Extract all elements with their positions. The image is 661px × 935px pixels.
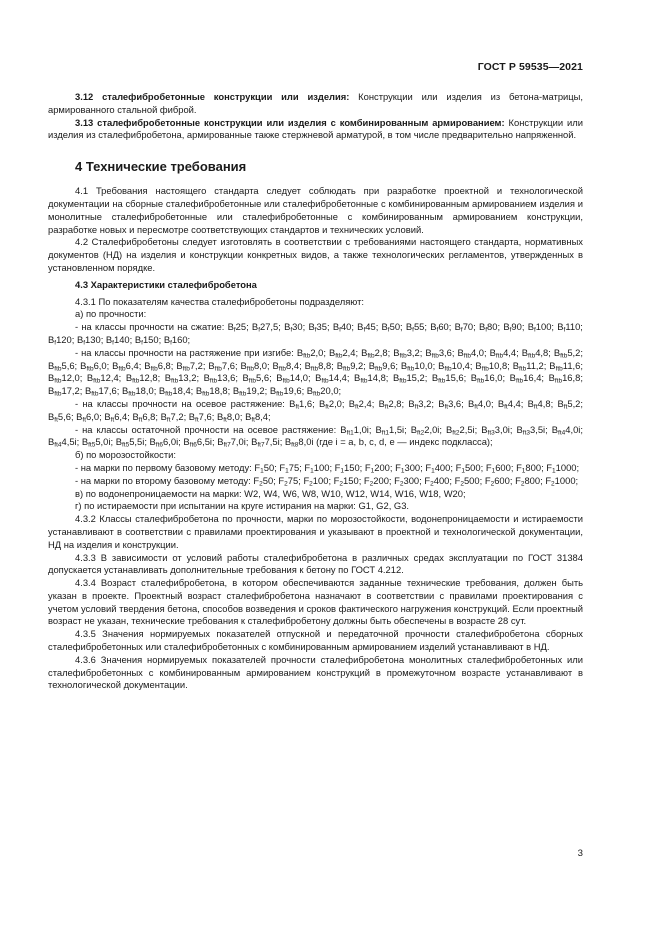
- compression-class: $B_f50$;: [381, 321, 406, 334]
- bending-class: $B_{ftb}16,8$;: [548, 372, 583, 385]
- frost2-grade: $F_275$;: [278, 474, 304, 488]
- compression-classes: [48, 321, 583, 347]
- axial-class: $B_{ft}7,2$;: [160, 410, 189, 424]
- bending-class: $B_{ftb}2,4$;: [328, 346, 362, 360]
- compression-class: $B_f40$;: [332, 321, 358, 334]
- term-3-13: 3.13 сталефибробетонные конструкции или изделия с комбинированным армированием:: [75, 116, 505, 128]
- frost1-grade: $F_1300$;: [395, 461, 426, 475]
- definition-3-13: [48, 117, 583, 143]
- axial-class: $B_{ft}4,4$;: [497, 397, 528, 411]
- paragraph-4-3-3: 4.3.3 В зависимости от условий работы сталефибробетона в различных средах эксплуатации по ГОСТ 31384 допускается устанавливать дополнительные требования к бетону по ГОСТ 4.212.: [48, 551, 583, 576]
- compression-class: $B_f35$;: [308, 321, 333, 334]
- axial-class: $B_{ft}6,8$;: [132, 410, 161, 424]
- bending-label: - на классы прочности на растяжение при изгибе:: [75, 346, 294, 358]
- paragraph-4-3-5: 4.3.5 Значения нормируемых показателей отпускной и передаточной прочности сталефибробетона сборных сталефибробетонных или сталефибробетонных с комбинированным армированием изделий устанавливают в НД.: [48, 628, 583, 653]
- bending-class: $B_{ftb}13,2$;: [164, 372, 204, 385]
- compression-class: $B_f140$;: [105, 333, 135, 347]
- bending-class: $B_{ftb}5,6$;: [48, 359, 81, 373]
- bending-class: $B_{ftb}8,4$;: [272, 359, 305, 373]
- compression-class: $B_f55$;: [405, 321, 431, 334]
- bending-class: $B_{ftb}18,4$;: [158, 385, 196, 398]
- compression-class: $B_f27,5$;: [251, 321, 285, 334]
- compression-class: $B_f90$;: [503, 321, 528, 334]
- compression-class: $B_f150$;: [134, 333, 164, 347]
- bending-class: $B_{ftb}10,0$;: [400, 359, 439, 373]
- bending-class: $B_{ftb}18,8$;: [195, 385, 233, 398]
- residual-class: $B_{ft2}2,5i$;: [446, 423, 482, 437]
- axial-class: $B_{ft}4,0$;: [468, 397, 498, 411]
- document-body: [48, 91, 583, 692]
- bending-class: $B_{ftb}14,4$;: [315, 372, 355, 385]
- paragraph-4-3-2: 4.3.2 Классы сталефибробетона по прочности, марки по морозостойкости, водонепроницаемости и истираемости устанавливают в соответствии с правилами проектирования и указывают в проектной и технологической документации, НД на изделия и конструкции.: [48, 513, 583, 550]
- frost2-label: - на марки по второму базовому методу:: [75, 474, 251, 486]
- bending-class: $B_{ftb}2,8$;: [361, 346, 394, 360]
- item-d: г) по истираемости при испытании на круге истирания на марки: G1, G2, G3.: [75, 500, 410, 512]
- residual-class: $B_{ft5}5,5i$;: [115, 436, 150, 449]
- bending-class: $B_{ftb}11,2$;: [512, 359, 550, 373]
- residual-note: (где i = a, b, c, d, e — индекс подкласса);: [313, 436, 493, 448]
- compression-class: $B_f160$;: [163, 333, 191, 347]
- bending-class: $B_{ftb}12,0$;: [48, 372, 87, 385]
- section-title: 4 Технические требования: [75, 159, 247, 175]
- compression-class: $B_f25$;: [227, 321, 252, 334]
- paragraph-4-1: 4.1 Требования настоящего стандарта следует соблюдать при разработке проектной и технологической документации на сборные сталефибробетонные или сталефибробетонные с комбинированным армированием изделия и монолитные сталефибробетонные или сталефибробетонные с комбинированным армированием конструкции, разработке новых и пересмотре соответствующих стандартов и технических условий.: [48, 185, 583, 235]
- term-3-12: 3.12 сталефибробетонные конструкции или изделия:: [75, 91, 350, 102]
- residual-class: $B_{ft7}7,5i$;: [251, 436, 285, 449]
- definition-3-12: [48, 91, 583, 117]
- residual-class: $B_{ft1}1,0i$;: [340, 423, 376, 437]
- bending-class: $B_{ftb}4,8$;: [521, 346, 554, 360]
- bending-class: $B_{ftb}17,6$;: [84, 385, 122, 398]
- axial-class: $B_{ft}7,6$;: [188, 410, 217, 424]
- axial-class: $B_{ft}6,0$;: [76, 410, 105, 424]
- frost2-grade: $F_2300$;: [394, 474, 425, 488]
- frost1-grade: $F_1200$;: [364, 461, 396, 475]
- bending-class: $B_{ftb}19,2$;: [232, 385, 270, 398]
- axial-class: $B_{ft}3,2$;: [408, 397, 439, 411]
- paragraph-4-3-4: 4.3.4 Возраст сталефибробетона, в котором обеспечиваются заданные технические требования, должен быть указан в проекте. Проектный возраст сталефибробетона назначают в соответствии с правилами проектирования с учетом условий твердения бетона, способов возведения и сроков фактического нагружения конструкций. Если проектный возраст не указан, технические требования к сталефибробетону должны быть обеспечены в возрасте 28 сут.: [48, 577, 583, 627]
- bending-class: $B_{ftb}6,4$;: [112, 359, 145, 373]
- bending-class: $B_{ftb}13,6$;: [203, 372, 243, 385]
- compression-class: $B_f45$;: [357, 321, 382, 334]
- frost1-grade: $F_11000$;: [546, 461, 580, 475]
- bending-class: $B_{ftb}12,4$;: [86, 372, 126, 385]
- axial-class: $B_{ft}3,6$;: [438, 397, 469, 411]
- bending-class: $B_{ftb}10,8$;: [475, 359, 513, 373]
- compression-class: $B_f130$;: [76, 333, 106, 347]
- definition-3-12-text: Конструкции или изделия из бетона-матрицы, армированного стальной фиброй.: [48, 91, 583, 115]
- compression-class: $B_f60$;: [430, 321, 455, 334]
- bending-class: $B_{ftb}7,6$;: [208, 359, 241, 373]
- paragraph-4-2: 4.2 Сталефибробетоны следует изготовлять в соответствии с требованиями настоящего стандарта, нормативных документов (НД) на изделия и конструкции конкретных видов, а также технологических регламентов, утвержденных в установленном порядке.: [48, 236, 583, 273]
- axial-class: $B_{ft}2,8$;: [378, 397, 409, 411]
- document-id: ГОСТ Р 59535—2021: [477, 61, 583, 73]
- page-number: 3: [577, 848, 583, 859]
- residual-class: $B_{ft7}7,0i$;: [217, 436, 252, 449]
- compression-label: - на классы прочности на сжатие:: [75, 321, 225, 333]
- bending-class: $B_{ftb}5,6$;: [242, 372, 277, 385]
- bending-class: $B_{ftb}16,4$;: [509, 372, 549, 385]
- frost1-grade: $F_175$;: [279, 461, 305, 475]
- axial-class: $B_{ft}1,6$;: [289, 397, 319, 411]
- frost2-grade: $F_21000$;: [545, 474, 579, 488]
- compression-class: $B_f110$;: [557, 321, 583, 334]
- bending-class: $B_{ftb}18,0$;: [121, 385, 159, 398]
- bending-class: $B_{ftb}11,6$;: [549, 359, 583, 373]
- frost2-grade: $F_250$;: [253, 474, 279, 488]
- bending-class: $B_{ftb}15,6$;: [431, 372, 471, 385]
- paragraph-4-3-6: 4.3.6 Значения нормируемых показателей прочности сталефибробетона монолитных сталефибробетонных или сталефибробетонных с комбинированным армированием конструкций в промежуточном возрасте устанавливают в технологической документации.: [48, 653, 583, 691]
- bending-class: $B_{ftb}8,8$;: [304, 359, 337, 373]
- bending-class: $B_{ftb}14,0$;: [276, 372, 316, 385]
- compression-class: $B_f30$;: [284, 321, 309, 334]
- frost2-grade: $F_2400$;: [424, 474, 455, 488]
- residual-label: - на классы остаточной прочности на осевое растяжение:: [75, 423, 337, 435]
- axial-class: $B_{ft}8,0$;: [216, 410, 246, 424]
- frost1-grade: $F_1100$;: [304, 461, 335, 475]
- bending-class: $B_{ftb}3,6$;: [425, 346, 458, 360]
- bending-class: $B_{ftb}12,8$;: [125, 372, 165, 385]
- residual-class: $B_{ft1}1,5i$;: [375, 423, 411, 437]
- frost1-grade: $F_150$;: [254, 461, 280, 475]
- bending-class: $B_{ftb}16,0$;: [470, 372, 510, 385]
- bending-class: $B_{ftb}6,0$;: [80, 359, 113, 373]
- frost2-grade: $F_2150$;: [333, 474, 364, 488]
- residual-class: $B_{ft5}5,0i$;: [81, 436, 116, 449]
- frost2-grade: $F_2800$;: [515, 474, 546, 488]
- bending-class: $B_{ftb}5,2$;: [553, 346, 583, 360]
- bending-class: $B_{ftb}15,2$;: [392, 372, 432, 385]
- bending-class: $B_{ftb}2,0$;: [296, 346, 329, 360]
- frost2-grade: $F_2200$;: [363, 474, 395, 488]
- bending-class: $B_{ftb}9,2$;: [336, 359, 369, 373]
- residual-class: $B_{ft8}8,0i$: [284, 436, 314, 449]
- compression-class: $B_f120$;: [48, 333, 77, 347]
- bending-class: $B_{ftb}6,8$;: [144, 359, 177, 373]
- bending-class: $B_{ftb}14,8$;: [354, 372, 393, 385]
- axial-label: - на классы прочности на осевое растяжение:: [75, 397, 285, 409]
- subsection-title: [48, 279, 583, 292]
- bending-class: $B_{ftb}19,6$;: [269, 385, 307, 398]
- residual-class: $B_{ft2}2,0i$;: [410, 423, 446, 437]
- bending-class: $B_{ftb}9,6$;: [368, 359, 401, 373]
- axial-class: $B_{ft}4,8$;: [527, 397, 558, 411]
- axial-class: $B_{ft}8,4$;: [245, 410, 271, 424]
- residual-class: $B_{ft3}3,5i$;: [516, 423, 552, 437]
- axial-classes: [48, 398, 583, 424]
- compression-class: $B_f100$;: [527, 321, 558, 334]
- axial-class: $B_{ft}2,4$;: [348, 397, 379, 411]
- frost1-grade: $F_1800$;: [516, 461, 547, 475]
- bending-class: $B_{ftb}4,4$;: [489, 346, 522, 360]
- frost1-grade: $F_1600$;: [485, 461, 517, 475]
- bending-class: $B_{ftb}4,0$;: [457, 346, 490, 360]
- item-a: а) по прочности:: [75, 308, 147, 320]
- frost1-list: [254, 462, 579, 473]
- axial-class: $B_{ft}6,4$;: [104, 410, 133, 424]
- residual-class: $B_{ft6}6,0i$;: [149, 436, 184, 449]
- frost2-list: [253, 475, 578, 486]
- subsection-title-text: 4.3 Характеристики сталефибробетона: [75, 278, 257, 290]
- compression-class: $B_f70$;: [454, 321, 479, 334]
- frost2-grade: $F_2600$;: [484, 474, 516, 488]
- paragraph-4-3-1: 4.3.1 По показателям качества сталефибробетоны подразделяют:: [75, 295, 365, 307]
- axial-class: $B_{ft}2,0$;: [318, 397, 349, 411]
- frost1-grade: $F_1500$;: [455, 461, 486, 475]
- frost-method-1: [48, 462, 583, 475]
- frost2-grade: $F_2100$;: [303, 474, 334, 488]
- axial-class: $B_{ft}5,2$;: [557, 397, 584, 411]
- frost2-grade: $F_2500$;: [454, 474, 485, 488]
- frost1-label: - на марки по первому базовому методу:: [75, 461, 252, 473]
- residual-class: $B_{ft4}4,0i$;: [551, 423, 583, 437]
- bending-class: $B_{ftb}10,4$;: [438, 359, 476, 373]
- compression-class: $B_f80$;: [478, 321, 504, 334]
- frost1-grade: $F_1400$;: [425, 461, 456, 475]
- bending-class: $B_{ftb}7,2$;: [176, 359, 209, 373]
- residual-class: $B_{ft3}3,0i$;: [481, 423, 517, 437]
- item-c: в) по водонепроницаемости на марки: W2, W4, W6, W8, W10, W12, W14, W16, W18, W20;: [75, 487, 466, 499]
- bending-class: $B_{ftb}17,2$;: [48, 385, 85, 398]
- item-b: б) по морозостойкости:: [75, 449, 176, 461]
- residual-class: $B_{ft6}6,5i$;: [183, 436, 218, 449]
- residual-classes: [48, 424, 583, 450]
- definition-3-13-text: Конструкции или изделия из сталефибробетона, армированные также стержневой арматурой, в том числе предварительно напряженной.: [48, 116, 584, 141]
- bending-class: $B_{ftb}3,2$;: [393, 346, 426, 360]
- residual-class: $B_{ft4}4,5i$;: [48, 436, 82, 449]
- bending-class: $B_{ftb}20,0$;: [306, 385, 342, 398]
- bending-classes: [48, 347, 583, 398]
- axial-class: $B_{ft}5,6$;: [48, 410, 77, 424]
- bending-class: $B_{ftb}8,0$;: [240, 359, 273, 373]
- frost1-grade: $F_1150$;: [334, 461, 365, 475]
- frost-method-2: [48, 475, 583, 488]
